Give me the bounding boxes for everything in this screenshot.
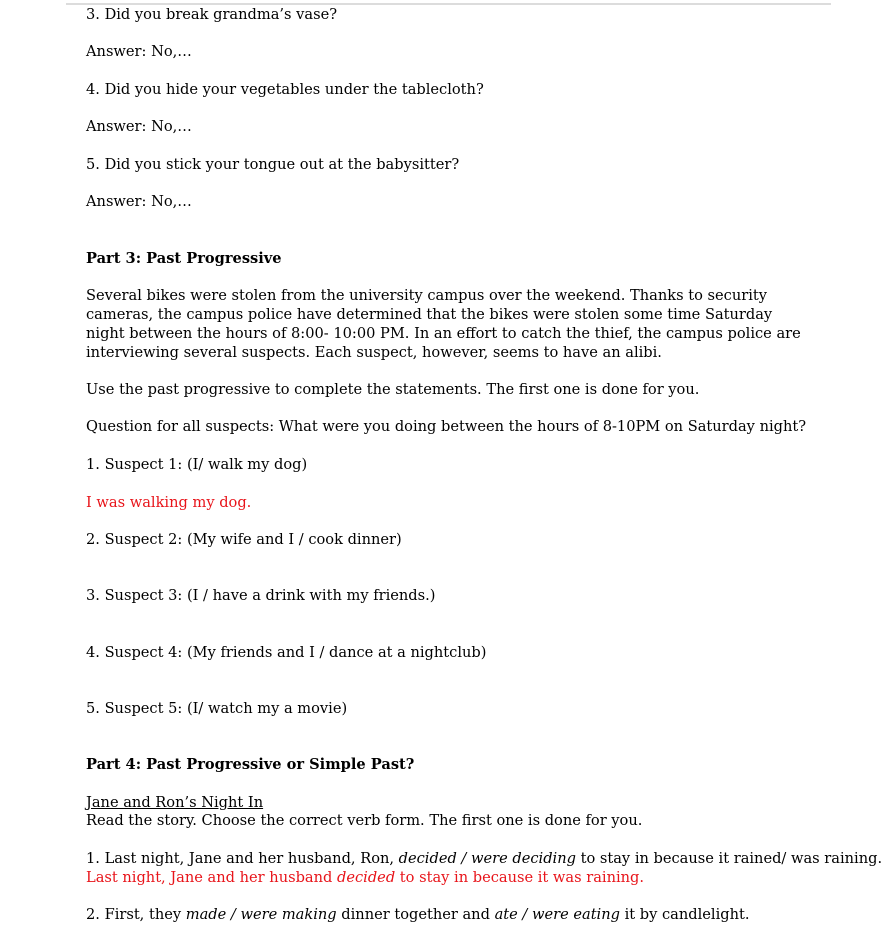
suspect-5: 5. Suspect 5: (I/ watch my a movie)	[86, 700, 348, 717]
part2-answer-5: Answer: No,…	[86, 193, 192, 210]
suspect-2: 2. Suspect 2: (My wife and I / cook dinner)	[86, 531, 402, 548]
part4-item-2	[86, 905, 750, 924]
part4-instruction: Read the story. Choose the correct verb form. The first one is done for you.	[86, 812, 643, 829]
suspect-1: 1. Suspect 1: (I/ walk my dog)	[86, 456, 308, 473]
item-2-choice-2: ate / were eating	[494, 906, 620, 923]
answer-1-verb: decided	[337, 869, 396, 886]
part3-heading: Part 3: Past Progressive	[86, 250, 282, 267]
suspect-1-example-answer: I was walking my dog.	[86, 494, 252, 511]
answer-1-prefix: Last night, Jane and her husband	[86, 869, 338, 886]
part4-heading: Part 4: Past Progressive or Simple Past?	[86, 756, 415, 773]
item-2-choice-1: made / were making	[185, 906, 337, 923]
answer-1-suffix: to stay in because it was raining.	[395, 869, 645, 886]
part2-question-4: 4. Did you hide your vegetables under the tablecloth?	[86, 81, 484, 98]
part3-instruction: Use the past progressive to complete the statements. The first one is done for you.	[86, 381, 700, 398]
suspect-3: 3. Suspect 3: (I / have a drink with my friends.)	[86, 587, 436, 604]
item-2-middle: dinner together and	[336, 906, 495, 923]
part2-answer-4: Answer: No,…	[86, 118, 192, 135]
part3-intro-paragraph: Several bikes were stolen from the university campus over the weekend. Thanks to security cameras, the campus police have determined that the bikes were stolen some time Saturday night between the hours of 8:00- 10:00 PM. In an effort to catch the thief, the campus police are interviewing several suspects. Each suspect, however, seems to have an alibi.	[86, 287, 801, 361]
item-1-prefix: 1. Last night, Jane and her husband, Ron,	[86, 850, 399, 867]
item-1-suffix: to stay in because it rained/ was raining.	[575, 850, 883, 867]
part4-item-1	[86, 849, 882, 868]
story-title: Jane and Ron’s Night In	[86, 794, 264, 811]
part4-answer-1	[86, 868, 644, 887]
item-2-suffix: it by candlelight.	[619, 906, 750, 923]
suspect-4: 4. Suspect 4: (My friends and I / dance at a nightclub)	[86, 644, 487, 661]
part2-question-5: 5. Did you stick your tongue out at the babysitter?	[86, 156, 460, 173]
item-1-choice: decided / were deciding	[398, 850, 576, 867]
item-2-prefix: 2. First, they	[86, 906, 186, 923]
part2-question-3: 3. Did you break grandma’s vase?	[86, 6, 338, 23]
part2-answer-3: Answer: No,…	[86, 43, 192, 60]
part3-question: Question for all suspects: What were you doing between the hours of 8-10PM on Saturday night?	[86, 418, 807, 435]
